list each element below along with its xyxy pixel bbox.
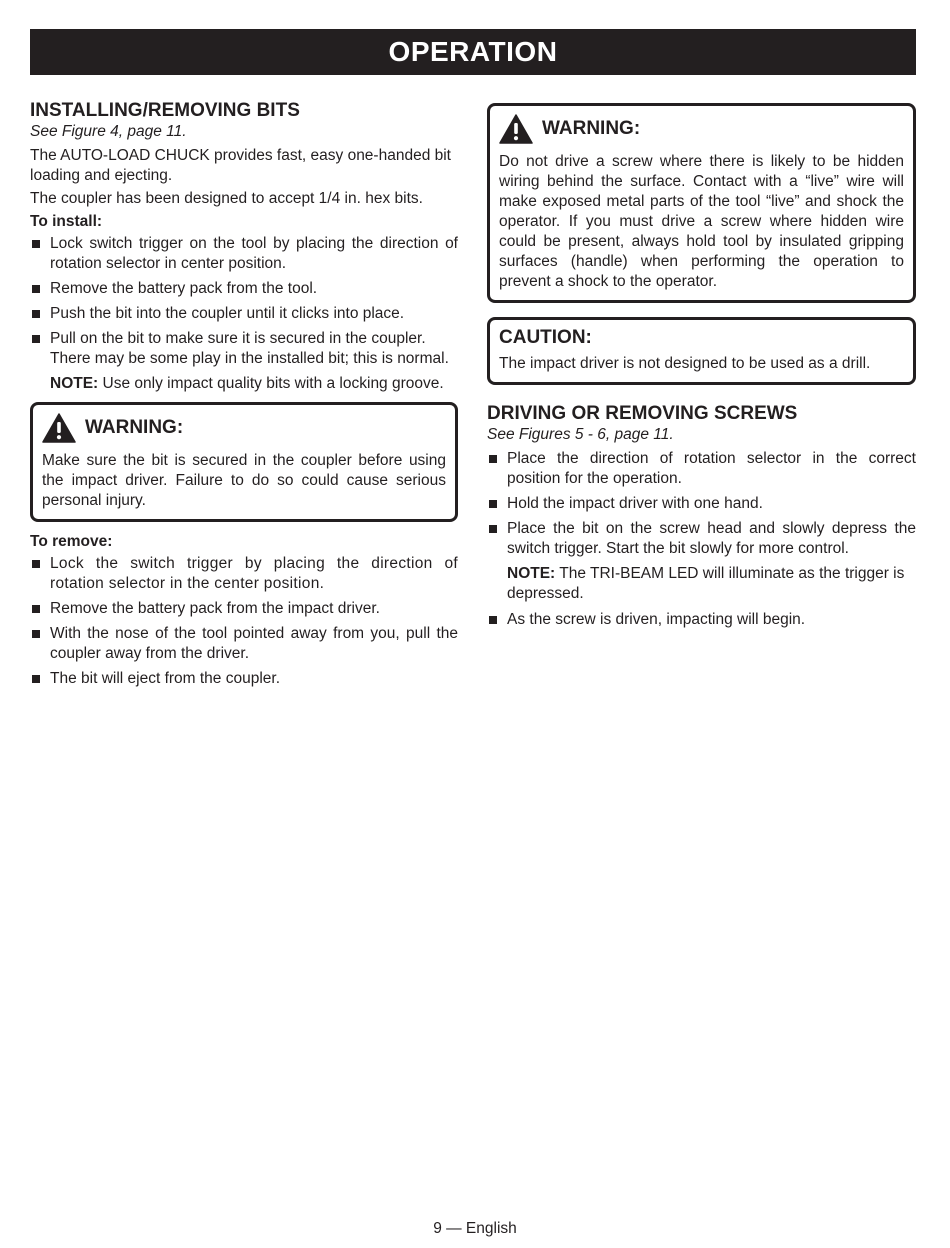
list-item: Pull on the bit to make sure it is secured in the coupler. There may be some play in the installed bit; this is normal. — [30, 329, 458, 369]
driving-heading: DRIVING OR REMOVING SCREWS — [487, 403, 798, 424]
list-item: Lock switch trigger on the tool by placing the direction of rotation selector in center position. — [30, 234, 458, 274]
install-note — [30, 374, 458, 394]
warning-text: Do not drive a screw where there is likely to be hidden wiring behind the surface. Contact with a “live” wire will make exposed metal parts of the tool “live” and shock the operator. If you must drive a screw where hidden wire could be present, always hold tool by insulated gripping surfaces (handle) when performing the operation to prevent a shock to the operator. — [499, 153, 904, 290]
list-item: Place the bit on the screw head and slowly depress the switch trigger. Start the bit slowly for more control. — [487, 519, 916, 559]
install-list — [30, 234, 458, 369]
list-item: With the nose of the tool pointed away from you, pull the coupler away from the driver. — [30, 624, 458, 664]
driving-list-end — [487, 610, 916, 630]
install-label: To install: — [30, 213, 103, 230]
caution-text: The impact driver is not designed to be used as a drill. — [499, 355, 871, 372]
list-item: Hold the impact driver with one hand. — [487, 494, 916, 514]
installing-reference: See Figure 4, page 11. — [30, 123, 187, 140]
installing-heading: INSTALLING/REMOVING BITS — [30, 100, 300, 121]
warning-box-bit — [30, 402, 458, 522]
warning-text: Make sure the bit is secured in the coupler before using the impact driver. Failure to do so could cause serious personal injury. — [42, 452, 446, 509]
list-item: Push the bit into the coupler until it clicks into place. — [30, 304, 458, 324]
driving-list — [487, 449, 916, 559]
list-item: The bit will eject from the coupler. — [30, 669, 458, 689]
driving-note — [487, 564, 916, 604]
list-item: Remove the battery pack from the impact driver. — [30, 599, 458, 619]
list-item: Lock the switch trigger by placing the direction of rotation selector in the center position. — [30, 554, 458, 594]
note-text: The TRI-BEAM LED will illuminate as the trigger is depressed. — [507, 565, 905, 602]
section-banner — [30, 29, 916, 75]
driving-reference: See Figures 5 - 6, page 11. — [487, 426, 674, 443]
caution-header — [499, 328, 904, 348]
list-item: Remove the battery pack from the tool. — [30, 279, 458, 299]
warning-title: WARNING: — [85, 417, 184, 438]
warning-title: WARNING: — [542, 118, 641, 139]
warning-box-wiring — [487, 103, 916, 303]
caution-title: CAUTION: — [499, 327, 592, 348]
note-label: NOTE: — [50, 375, 99, 392]
warning-header — [499, 114, 904, 144]
warning-triangle-icon — [42, 413, 76, 443]
warning-header — [42, 413, 446, 443]
installing-para-1: The AUTO-LOAD CHUCK provides fast, easy one-handed bit loading and ejecting. — [30, 147, 451, 184]
left-column — [30, 100, 458, 694]
installing-para-2: The coupler has been designed to accept 1/4 in. hex bits. — [30, 190, 423, 207]
note-text: Use only impact quality bits with a locking groove. — [98, 375, 444, 392]
page-footer: 9 — English — [433, 1220, 517, 1237]
page-title: OPERATION — [388, 36, 558, 67]
caution-box — [487, 317, 916, 385]
remove-list — [30, 554, 458, 689]
remove-label: To remove: — [30, 533, 113, 550]
right-column — [487, 103, 916, 635]
list-item: As the screw is driven, impacting will begin. — [487, 610, 916, 630]
list-item: Place the direction of rotation selector in the correct position for the operation. — [487, 449, 916, 489]
warning-triangle-icon — [499, 114, 533, 144]
note-label: NOTE: — [507, 565, 556, 582]
